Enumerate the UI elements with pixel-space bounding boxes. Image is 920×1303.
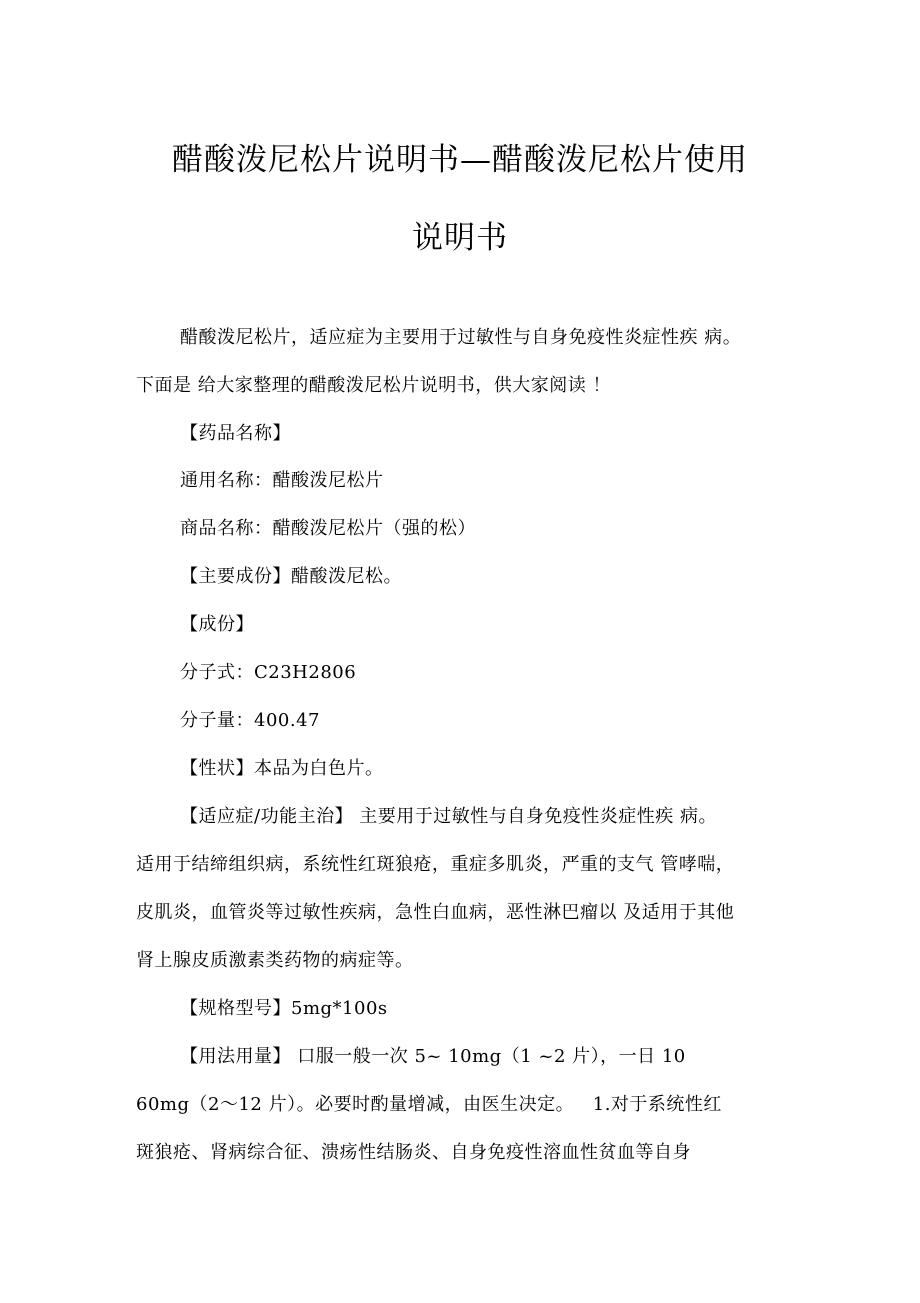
description-line: 【性状】本品为白色片。: [180, 758, 384, 779]
indications-line-1: 【适应症/功能主治】 主要用于过敏性与自身免疫性炎症性疾 病。: [180, 806, 718, 827]
document-title-line1: 醋酸泼尼松片说明书—醋酸泼尼松片使用: [172, 142, 748, 178]
indications-line-4: 肾上腺皮质激素类药物的病症等。: [136, 950, 414, 971]
indications-line-3: 皮肌炎，血管炎等过敏性疾病，急性白血病，恶性淋巴瘤以 及适用于其他: [136, 902, 735, 923]
molecular-weight-line: 分子量：400.47: [180, 710, 320, 731]
dosage-line-1: 【用法用量】 口服一般一次 5~ 10mg（1 ~2 片），一日 10: [180, 1046, 686, 1067]
main-ingredient-line: 【主要成份】醋酸泼尼松。: [180, 566, 402, 587]
intro-line-2: 下面是 给大家整理的醋酸泼尼松片说明书，供大家阅读 ！: [136, 375, 611, 396]
molecular-formula-line: 分子式：C23H2806: [180, 662, 357, 683]
generic-name-line: 通用名称：醋酸泼尼松片: [180, 470, 384, 491]
dosage-line-3: 斑狼疮、肾病综合征、溃疡性结肠炎、自身免疫性溶血性贫血等自身: [136, 1142, 691, 1163]
specification-line: 【规格型号】5mg*100s: [180, 998, 388, 1019]
dosage-line-2: 60mg（2～12 片）。必要时酌量增减，由医生决定。 1.对于系统性红: [136, 1094, 722, 1115]
trade-name-line: 商品名称：醋酸泼尼松片（强的松）: [180, 518, 476, 539]
document-title-line2: 说明书: [412, 220, 508, 256]
section-heading-drug-name: 【药品名称】: [180, 423, 291, 444]
indications-line-2: 适用于结缔组织病，系统性红斑狼疮，重症多肌炎，严重的支气 管哮喘，: [136, 854, 735, 875]
intro-line-1: 醋酸泼尼松片，适应症为主要用于过敏性与自身免疫性炎症性疾 病。: [180, 327, 742, 348]
section-heading-ingredients: 【成份】: [180, 614, 254, 635]
